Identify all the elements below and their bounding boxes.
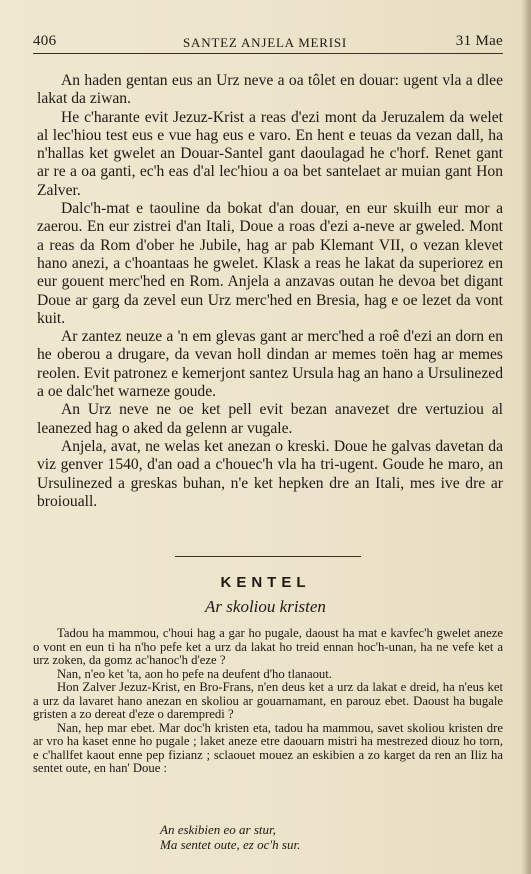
lesson-text: [33, 627, 503, 776]
paragraph: Ar zantez neuze a 'n em glevas gant ar merc'hed a roê d'ezi an dorn en he oberou a drugare, da vevan holl dindan ar memes toën hag ar memes reolen. Evit patronez e kemerjont santez Ursula hag an hano a Ursulinezed a oe dalc'het warneze goude.: [37, 328, 503, 401]
verse-quote: [160, 823, 460, 852]
paragraph: An Urz neve ne oe ket pell evit bezan anavezet dre vertuziou al leanezed hag o aked da gelenn ar vugale.: [37, 401, 503, 437]
lesson-paragraph: Tadou ha mammou, c'houi hag a gar ho pugale, daoust ha mat e kavfec'h gwelet aneze o vont en eun ti ha n'ho pefe ket a urz da lakat ho treid ennan hoc'h-unan, ha ne vefe ket a urz zoken, da gomz ac'hanoc'h d'eze ?: [33, 626, 503, 667]
header-date: 31 Mae: [455, 33, 503, 49]
lesson-paragraph: Nan, hep mar ebet. Mar doc'h kristen eta, tadou ha mammou, savet skoliou kristen dre ar vro ha kaset enne ho pugale ; laket aneze etre daouarn mistri ha mestrezed diouz ho torn, e c'hallfet kaout enne pep fizianz ; sclaouet mouez an eskibien a zo karget da ren an Iliz ha sentet oute, en han' Doue :: [33, 720, 503, 775]
lesson-paragraph: Nan, n'eo ket 'ta, aon ho pefe na deufent d'ho tlanaout.: [57, 666, 332, 681]
lesson-paragraph: Hon Zalver Jezuz-Krist, en Bro-Frans, n'en deus ket a urz da lakat e dreid, ha n'eus ket a urz da lavaret hano anezan en skoliou ar gouarnamant, en parouz ebet. Daoust ha bugale gristen a zo dereat d'eze o darempredi ?: [33, 680, 503, 721]
page-number: 406: [33, 33, 57, 49]
paragraph: Anjela, avat, ne welas ket anezan o kreski. Doue he galvas davetan da viz genver 1540, d'an oad a c'houec'h vla ha tri-ugent. Goude he maro, an Ursulinezed a greskas buhan, n'e ket hepken dre an Itali, mes ive dre ar broiouall.: [37, 437, 503, 510]
verse-line: Ma sentet oute, ez oc'h sur.: [160, 836, 301, 852]
paragraph: He c'harante evit Jezuz-Krist a reas d'ezi mont da Jeruzalem da welet al lec'hiou test eus e vue hag eus e varo. En hent e teuas da vezan dall, ha n'hallas ket gwelet an Douar-Santel gant daoulagad he c'horf. Renet gant ar re a oa ganti, ec'h eas d'al lec'hiou a oa bet santelaet ar muian gant Hon Zalver.: [37, 108, 503, 199]
section-subtitle: Ar skoliou kristen: [205, 597, 326, 616]
section-title: KENTEL: [220, 574, 311, 591]
paragraph: Dalc'h-mat e taouline da bokat d'an douar, en eur skuilh eur mor a zaerou. En eur zistrei d'an Itali, Doue a roas d'ezi a-neve ar gweled. Mont a reas da Rom d'ober he Jubile, hag ar pab Klemant VII, o vezan klevet hano anezi, a c'hoantaas he gwelet. Klask a reas he lakat da superiorez en eur gouent merc'hed en Rom. Anjela a anzavas outan he devoa bet digant Doue ar garg da zevel eun Urz merc'hed en Bresia, hag e oe lezet da vont kuit.: [37, 200, 503, 327]
section-divider: [175, 556, 361, 557]
paragraph: An haden gentan eus an Urz neve a oa tôlet en douar: ugent vla a dlee lakat da ziwan.: [37, 72, 503, 108]
running-title: SANTEZ ANJELA MERISI: [183, 35, 348, 50]
header-rule: [33, 53, 503, 54]
page-edge-shadow: [521, 0, 531, 874]
verse-line: An eskibien eo ar stur,: [160, 822, 276, 837]
main-text: [37, 72, 503, 511]
running-header: [33, 33, 503, 53]
